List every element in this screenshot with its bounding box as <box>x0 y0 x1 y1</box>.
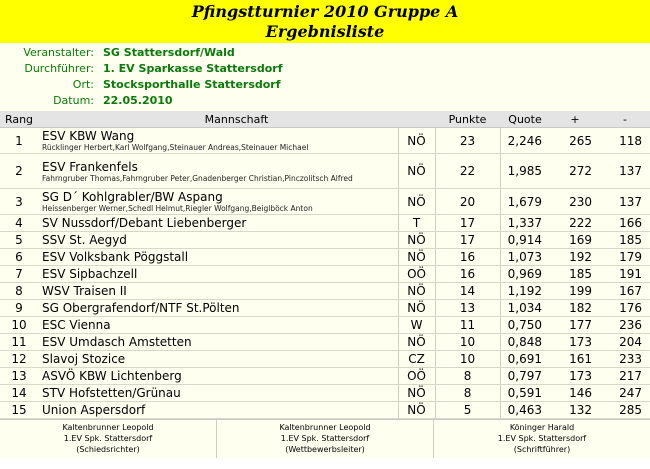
plus-cell: 132 <box>550 402 600 419</box>
quote-cell: 1,337 <box>500 215 550 232</box>
info-value: 1. EV Sparkasse Stattersdorf <box>103 62 283 75</box>
minus-cell: 236 <box>600 317 650 334</box>
team-cell <box>38 128 398 154</box>
points-cell: 10 <box>435 334 500 351</box>
team-cell <box>38 317 398 334</box>
minus-cell: 217 <box>600 368 650 385</box>
plus-cell: 173 <box>550 334 600 351</box>
footer-club: 1.EV Spk. Stattersdorf <box>280 434 370 443</box>
plus-cell: 161 <box>550 351 600 368</box>
team-name: SG Obergrafendorf/NTF St.Pölten <box>42 301 240 315</box>
plus-cell: 265 <box>550 128 600 154</box>
quote-cell: 0,750 <box>500 317 550 334</box>
team-members: Rücklinger Herbert,Karl Wolfgang,Steinauer Andreas,Steinauer Michael <box>42 143 309 152</box>
points-cell: 14 <box>435 283 500 300</box>
page-title: Pfingstturnier 2010 Gruppe A <box>191 2 459 21</box>
footer-name: Kaltenbrunner Leopold <box>62 423 154 432</box>
info-row-organizer <box>0 46 650 62</box>
quote-cell: 0,969 <box>500 266 550 283</box>
team-cell <box>38 189 398 215</box>
rank-cell: 3 <box>0 189 38 215</box>
region-cell: NÖ <box>398 283 435 300</box>
footer-role: (Schriftführer) <box>513 445 571 454</box>
minus-cell: 185 <box>600 232 650 249</box>
results-table <box>0 111 650 419</box>
team-members: Heissenberger Werner,Schedl Helmut,Riegler Wolfgang,Beiglböck Anton <box>42 204 313 213</box>
team-name: SV Nussdorf/Debant Liebenberger <box>42 216 247 230</box>
minus-cell: 137 <box>600 154 650 189</box>
region-cell: NÖ <box>398 154 435 189</box>
points-cell: 10 <box>435 351 500 368</box>
info-label: Durchführer: <box>24 62 94 75</box>
minus-cell: 191 <box>600 266 650 283</box>
region-cell: CZ <box>398 351 435 368</box>
region-cell: T <box>398 215 435 232</box>
team-cell <box>38 385 398 402</box>
info-label: Datum: <box>53 94 94 107</box>
team-name: ESV Umdasch Amstetten <box>42 335 192 349</box>
team-cell <box>38 249 398 266</box>
quote-cell: 1,073 <box>500 249 550 266</box>
rank-cell: 15 <box>0 402 38 419</box>
info-value: 22.05.2010 <box>103 94 173 107</box>
points-cell: 11 <box>435 317 500 334</box>
minus-cell: 204 <box>600 334 650 351</box>
plus-cell: 173 <box>550 368 600 385</box>
quote-cell: 0,914 <box>500 232 550 249</box>
team-cell <box>38 154 398 189</box>
col-points-header: Punkte <box>435 111 500 128</box>
rank-cell: 7 <box>0 266 38 283</box>
team-name: Union Aspersdorf <box>42 403 146 417</box>
region-cell: NÖ <box>398 232 435 249</box>
signature-footer <box>0 419 650 458</box>
rank-cell: 11 <box>0 334 38 351</box>
footer-competition-director <box>217 420 434 458</box>
region-cell: NÖ <box>398 402 435 419</box>
minus-cell: 247 <box>600 385 650 402</box>
quote-cell: 1,679 <box>500 189 550 215</box>
plus-cell: 177 <box>550 317 600 334</box>
minus-cell: 179 <box>600 249 650 266</box>
minus-cell: 285 <box>600 402 650 419</box>
rank-cell: 1 <box>0 128 38 154</box>
region-cell: NÖ <box>398 249 435 266</box>
info-row-date <box>0 94 650 110</box>
plus-cell: 230 <box>550 189 600 215</box>
event-info <box>0 43 650 111</box>
minus-cell: 166 <box>600 215 650 232</box>
footer-club: 1.EV Spk. Stattersdorf <box>63 434 153 443</box>
team-name: STV Hofstetten/Grünau <box>42 386 181 400</box>
points-cell: 8 <box>435 385 500 402</box>
quote-cell: 2,246 <box>500 128 550 154</box>
rank-cell: 8 <box>0 283 38 300</box>
table-row <box>0 334 650 351</box>
table-row <box>0 215 650 232</box>
rank-cell: 6 <box>0 249 38 266</box>
footer-role: (Wettbewerbsleiter) <box>285 445 365 454</box>
region-cell: OÖ <box>398 368 435 385</box>
points-cell: 8 <box>435 368 500 385</box>
footer-club: 1.EV Spk. Stattersdorf <box>497 434 587 443</box>
minus-cell: 176 <box>600 300 650 317</box>
col-team-header: Mannschaft <box>38 111 435 128</box>
team-cell <box>38 232 398 249</box>
team-cell <box>38 368 398 385</box>
footer-name: Kaltenbrunner Leopold <box>279 423 371 432</box>
plus-cell: 192 <box>550 249 600 266</box>
rank-cell: 2 <box>0 154 38 189</box>
info-row-location <box>0 78 650 94</box>
plus-cell: 169 <box>550 232 600 249</box>
team-name: WSV Traisen II <box>42 284 127 298</box>
plus-cell: 182 <box>550 300 600 317</box>
team-members: Fahrngruber Thomas,Fahrngruber Peter,Gnadenberger Christian,Pinczolitsch Alfred <box>42 173 353 183</box>
minus-cell: 167 <box>600 283 650 300</box>
quote-cell: 1,985 <box>500 154 550 189</box>
page-subtitle: Ergebnisliste <box>265 22 385 41</box>
quote-cell: 0,797 <box>500 368 550 385</box>
col-plus-header: + <box>550 111 600 128</box>
info-row-executor <box>0 62 650 78</box>
info-label: Ort: <box>72 78 94 91</box>
table-row <box>0 128 650 154</box>
table-row <box>0 266 650 283</box>
points-cell: 16 <box>435 266 500 283</box>
quote-cell: 0,848 <box>500 334 550 351</box>
points-cell: 20 <box>435 189 500 215</box>
team-name: SSV St. Aegyd <box>42 233 127 247</box>
table-row <box>0 368 650 385</box>
rank-cell: 10 <box>0 317 38 334</box>
rank-cell: 13 <box>0 368 38 385</box>
team-name: Slavoj Stozice <box>42 352 126 366</box>
region-cell: NÖ <box>398 128 435 154</box>
rank-cell: 9 <box>0 300 38 317</box>
region-cell: NÖ <box>398 300 435 317</box>
team-cell <box>38 300 398 317</box>
col-quote-header: Quote <box>500 111 550 128</box>
team-name: ASVÖ KBW Lichtenberg <box>42 369 182 383</box>
team-cell <box>38 334 398 351</box>
footer-secretary <box>434 420 650 458</box>
team-name: ESV Frankenfels <box>42 159 138 174</box>
footer-role: (Schiedsrichter) <box>76 445 140 454</box>
quote-cell: 0,591 <box>500 385 550 402</box>
region-cell: OÖ <box>398 266 435 283</box>
quote-cell: 1,034 <box>500 300 550 317</box>
team-cell <box>38 283 398 300</box>
table-row <box>0 249 650 266</box>
rank-cell: 12 <box>0 351 38 368</box>
info-value: SG Stattersdorf/Wald <box>103 46 235 59</box>
info-label: Veranstalter: <box>23 46 94 59</box>
col-rank-header: Rang <box>0 111 38 128</box>
plus-cell: 272 <box>550 154 600 189</box>
team-cell <box>38 215 398 232</box>
table-row <box>0 385 650 402</box>
region-cell: W <box>398 317 435 334</box>
team-cell <box>38 266 398 283</box>
plus-cell: 146 <box>550 385 600 402</box>
footer-name: Köninger Harald <box>509 423 575 432</box>
table-row <box>0 317 650 334</box>
table-row <box>0 300 650 317</box>
team-name: ESV Sipbachzell <box>42 267 138 281</box>
table-row <box>0 283 650 300</box>
footer-referee <box>0 420 217 458</box>
rank-cell: 14 <box>0 385 38 402</box>
table-row <box>0 154 650 189</box>
region-cell: NÖ <box>398 385 435 402</box>
minus-cell: 233 <box>600 351 650 368</box>
points-cell: 23 <box>435 128 500 154</box>
table-row <box>0 232 650 249</box>
quote-cell: 0,463 <box>500 402 550 419</box>
minus-cell: 118 <box>600 128 650 154</box>
region-cell: NÖ <box>398 189 435 215</box>
table-row <box>0 189 650 215</box>
points-cell: 5 <box>435 402 500 419</box>
points-cell: 13 <box>435 300 500 317</box>
minus-cell: 137 <box>600 189 650 215</box>
rank-cell: 4 <box>0 215 38 232</box>
table-row <box>0 402 650 419</box>
points-cell: 17 <box>435 215 500 232</box>
team-name: SG D´ Kohlgrabler/BW Aspang <box>42 190 223 204</box>
plus-cell: 222 <box>550 215 600 232</box>
points-cell: 17 <box>435 232 500 249</box>
quote-cell: 0,691 <box>500 351 550 368</box>
table-header <box>0 111 650 128</box>
points-cell: 22 <box>435 154 500 189</box>
table-row <box>0 351 650 368</box>
team-name: ESV Volksbank Pöggstall <box>42 250 189 264</box>
team-name: ESV KBW Wang <box>42 129 135 143</box>
col-minus-header: - <box>600 111 650 128</box>
quote-cell: 1,192 <box>500 283 550 300</box>
plus-cell: 185 <box>550 266 600 283</box>
rank-cell: 5 <box>0 232 38 249</box>
info-value: Stocksporthalle Stattersdorf <box>103 78 281 91</box>
region-cell: NÖ <box>398 334 435 351</box>
plus-cell: 199 <box>550 283 600 300</box>
team-cell <box>38 351 398 368</box>
team-cell <box>38 402 398 419</box>
points-cell: 16 <box>435 249 500 266</box>
title-banner <box>0 0 650 43</box>
team-name: ESC Vienna <box>42 318 111 332</box>
